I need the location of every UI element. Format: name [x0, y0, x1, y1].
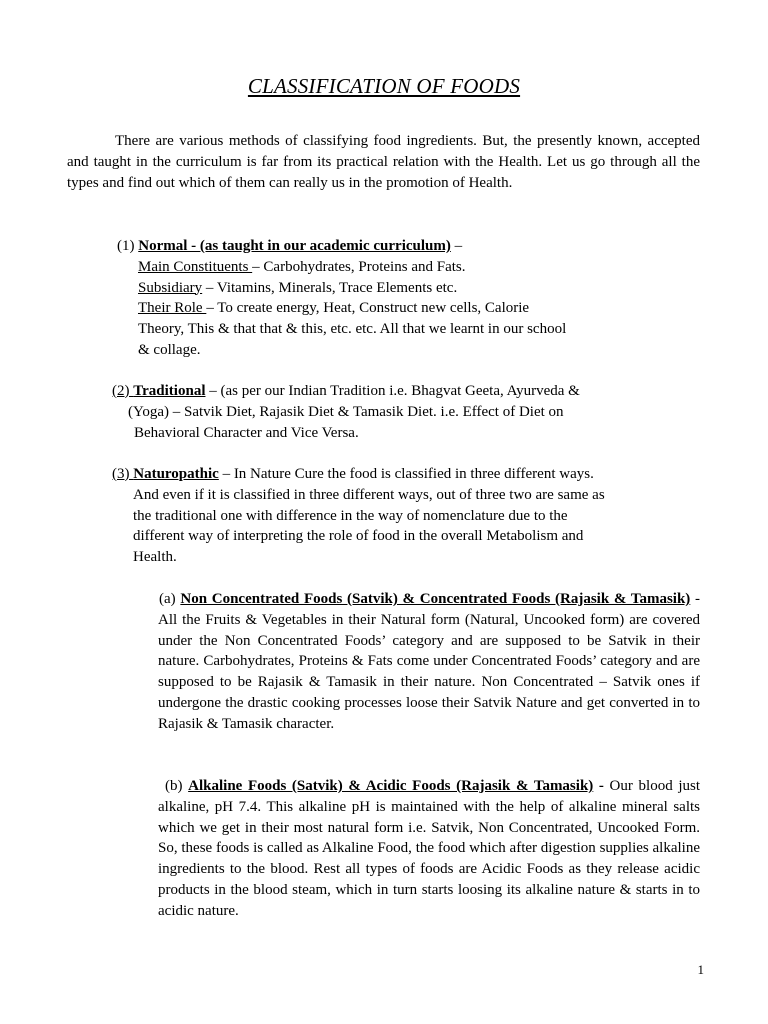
subsection-b-paragraph: (b) Alkaline Foods (Satvik) & Acidic Foods (Rajasik & Tamasik) - Our blood just alkaline, pH 7.4. This alkaline pH is maintained with the help of alkaline mineral salts which we get in their most natural form i.e. Satvik, Non Concentrated, Uncooked Form. So, these foods is called as Alkaline Food, the food which after digestion supplies alkaline ingredients to the blood. Rest all types of foods are Acidic Foods as they release acidic products in the blood steam, which in turn starts loosing its alkaline nature & starts in to acidic nature.	[158, 778, 700, 919]
their-role-line: Their Role – To create energy, Heat, Construct new cells, Calorie	[138, 300, 530, 317]
naturopathic-line-4: different way of interpreting the role of food in the overall Metabolism and	[133, 528, 584, 545]
subsection-a-heading: Non Concentrated Foods (Satvik) & Concentrated Foods (Rajasik & Tamasik)	[180, 591, 691, 607]
section-traditional	[112, 381, 580, 443]
traditional-line-3: Behavioral Character and Vice Versa.	[134, 424, 359, 441]
subsection-a-paragraph: (a) Non Concentrated Foods (Satvik) & Concentrated Foods (Rajasik & Tamasik) - All the Fruits & Vegetables in their Natural form (Natural, Uncooked form) are covered under the Non Concentrated Foods’ category and are supposed to be Satvik in their nature. Carbohydrates, Proteins & Fats come under Concentrated Foods’ category and are supposed to be Rajasik & Tamasik in their nature. Non Concentrated – Satvik ones if undergone the drastic cooking processes loose their Satvik Nature and get converted in to Rajasik & Tamasik character.	[158, 591, 701, 732]
section-naturopathic-heading: (3) Naturopathic – In Nature Cure the food is classified in three different ways.	[112, 466, 594, 482]
main-constituents-label: Main Constituents	[138, 258, 253, 275]
their-role-label: Their Role	[138, 300, 207, 317]
normal-heading-text: Normal - (as taught in our academic curriculum)	[138, 238, 451, 254]
naturopathic-line-5: Health.	[133, 549, 177, 566]
intro-paragraph: There are various methods of classifying food ingredients. But, the presently known, accepted and taught in the curriculum is far from its practical relation with the Health. Let us go through all the types and find out which of them can really us in the promotion of Health.	[67, 133, 700, 191]
section-normal	[117, 236, 566, 361]
their-role-line-2: Theory, This & that that & this, etc. etc. All that we learnt in our school	[138, 321, 567, 338]
subsidiary-label: Subsidiary	[138, 279, 203, 296]
section-traditional-heading: (2) Traditional – (as per our Indian Tradition i.e. Bhagvat Geeta, Ayurveda &	[112, 383, 580, 399]
naturopathic-line-2: And even if it is classified in three different ways, out of three two are same as	[133, 486, 605, 503]
naturopathic-heading-text: Naturopathic	[133, 466, 219, 482]
subsection-b-heading: Alkaline Foods (Satvik) & Acidic Foods (Rajasik & Tamasik)	[188, 778, 594, 794]
main-constituents-line: Main Constituents – Carbohydrates, Proteins and Fats.	[138, 258, 466, 275]
traditional-line-2: (Yoga) – Satvik Diet, Rajasik Diet & Tamasik Diet. i.e. Effect of Diet on	[128, 403, 564, 420]
subsidiary-line: Subsidiary – Vitamins, Minerals, Trace Elements etc.	[138, 279, 458, 296]
section-normal-heading: (1) Normal - (as taught in our academic curriculum) –	[117, 238, 463, 254]
section-naturopathic	[112, 464, 605, 568]
their-role-line-3: & collage.	[138, 341, 201, 358]
traditional-heading-text: Traditional	[133, 383, 206, 399]
document-title: CLASSIFICATION OF FOODS	[247, 74, 521, 98]
page-number: 1	[697, 962, 704, 977]
naturopathic-line-3: the traditional one with difference in the way of nomenclature due to the	[133, 507, 568, 524]
